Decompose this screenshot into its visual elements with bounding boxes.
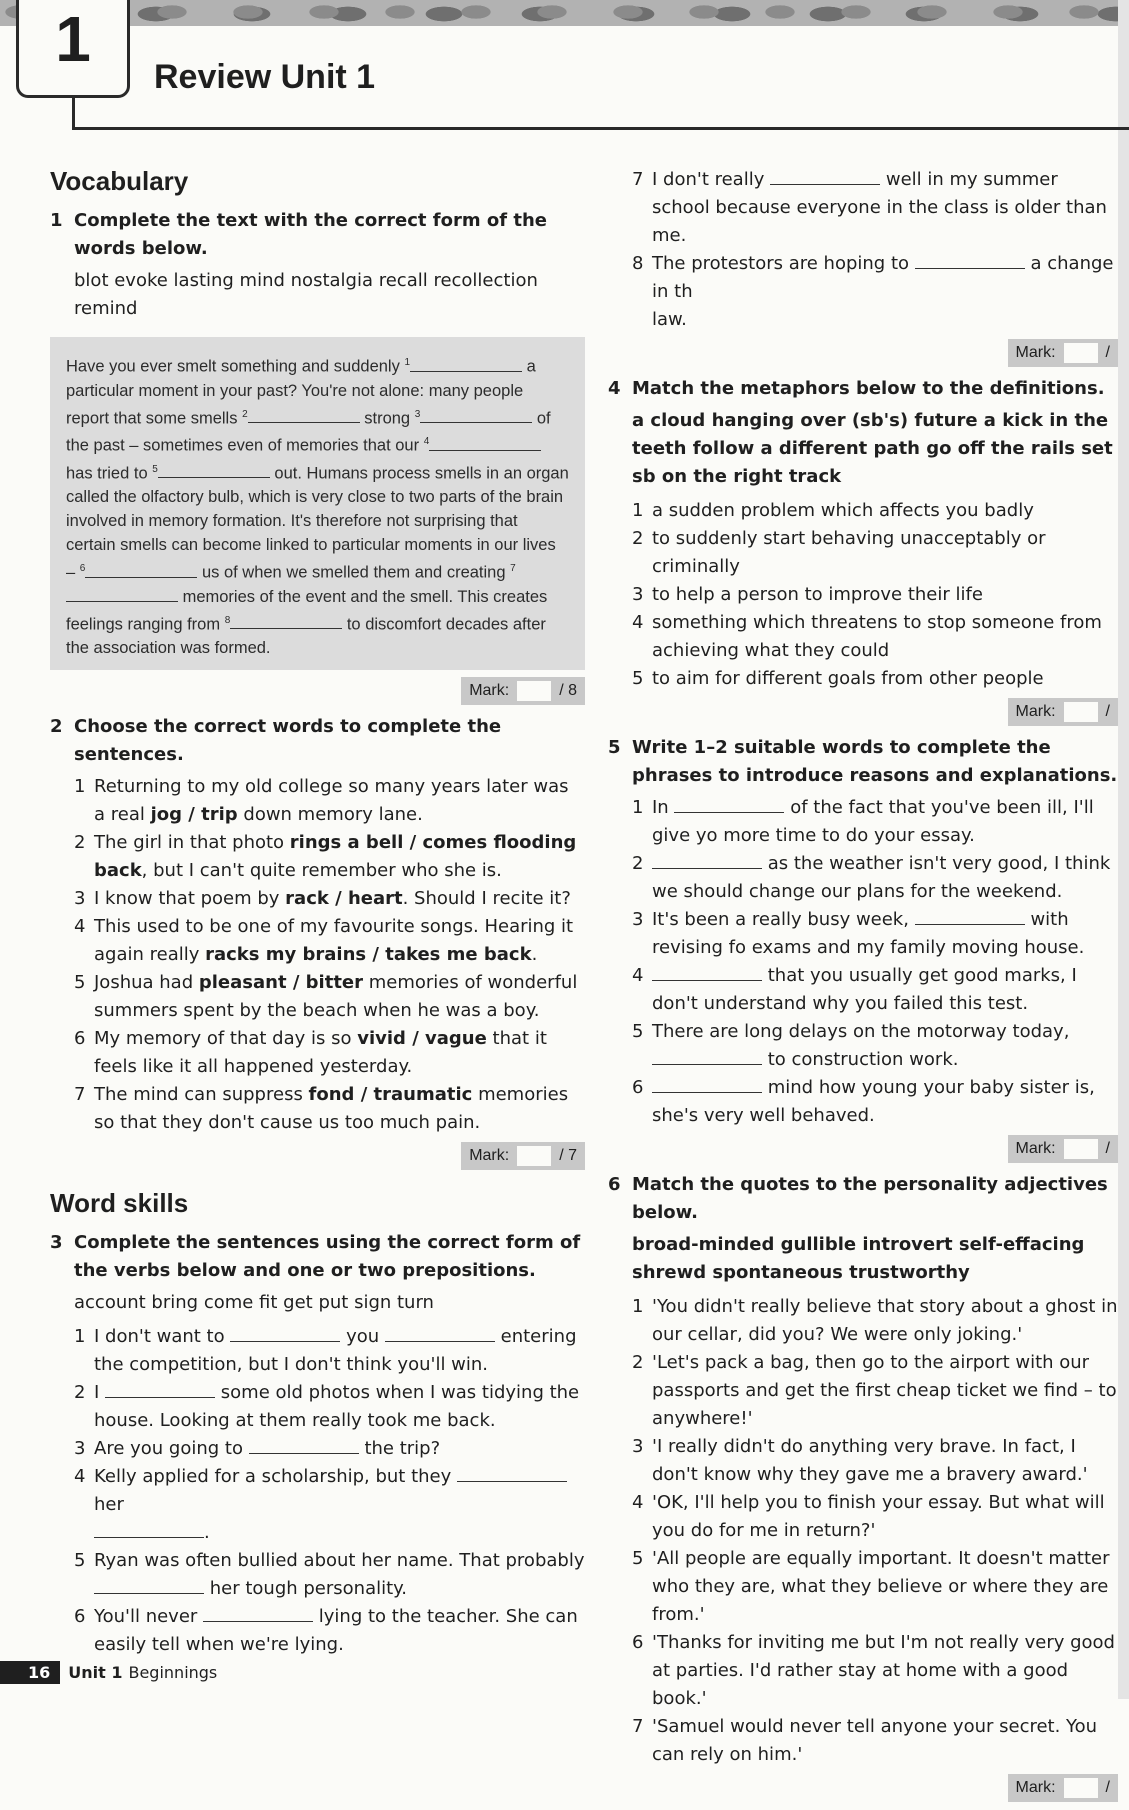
page-edge	[1118, 0, 1129, 1699]
page-title: Review Unit 1	[154, 58, 376, 96]
choice-option[interactable]: rings a bell / comes flooding back	[94, 832, 577, 881]
gap-4[interactable]	[429, 434, 541, 451]
task-4-list	[632, 497, 1118, 693]
gap-1[interactable]	[410, 355, 522, 372]
list-item: 2 I some old photos when I was tidying the house. Looking at them really took me back.	[74, 1379, 585, 1435]
list-item: 1 'You didn't really believe that story about a ghost in our cellar, did you? We were only joking.'	[632, 1296, 1118, 1345]
list-item: 6 'Thanks for inviting me but I'm not really very good at parties. I'd rather stay at home with a good book.'	[632, 1632, 1115, 1709]
header-rule	[72, 127, 1129, 130]
gap[interactable]	[94, 1575, 204, 1594]
mark-box-4: Mark: /	[1008, 698, 1118, 726]
gap[interactable]	[230, 1323, 340, 1342]
gap[interactable]	[652, 962, 762, 981]
task-3-list	[74, 1323, 585, 1659]
page-number: 16	[0, 1661, 60, 1684]
task-2-instruction: 2 Choose the correct words to complete the sentences.	[50, 716, 502, 765]
gap[interactable]	[770, 166, 880, 185]
list-item: 3 It's been a really busy week, with revising fo exams and my family moving house.	[632, 906, 1118, 962]
choice-option[interactable]: vivid / vague	[357, 1028, 487, 1049]
list-item: 4 This used to be one of my favourite songs. Hearing it again really racks my brains / takes me back.	[74, 916, 574, 965]
right-column	[608, 166, 1118, 1810]
mark-input-6[interactable]	[1064, 1778, 1098, 1798]
gap[interactable]	[674, 794, 784, 813]
task-1-text-box: Have you ever smelt something and suddenly $^1$ a particular moment in your past? You're not alone: many people report that some smells $^2$ strong $^3$ of the past – sometimes even of memories that our $^4$ has tried to $^5$ out. Humans process smells in an organ called the olfactory bulb, which is very close to two parts of the brain involved in memory formation. It's therefore not surprising that certain smells can become linked to particular moments in our lives – $^6$ us of when we smelled them and creating $^7$ memories of the event and the smell. This creates feelings ranging from $^8$ to discomfort decades after the association was formed.	[50, 337, 585, 670]
list-item: 7 I don't really well in my summer school because everyone in the class is older than me.	[632, 166, 1118, 250]
mark-input-5[interactable]	[1064, 1139, 1098, 1159]
task-3-word-list: account bring come fit get put sign turn	[74, 1292, 434, 1313]
gap[interactable]	[915, 250, 1025, 269]
list-item: 1 Returning to my old college so many years later was a real jog / trip down memory lane.	[74, 776, 569, 825]
list-item: 3 to help a person to improve their life	[632, 584, 983, 605]
mark-box-5: Mark: /	[1008, 1135, 1118, 1163]
left-column	[50, 166, 585, 1659]
gap[interactable]	[203, 1603, 313, 1622]
list-item: 5 'All people are equally important. It doesn't matter who they are, what they believe or where they are from.'	[632, 1548, 1110, 1625]
task-4-instruction: 4 Match the metaphors below to the definitions.	[608, 378, 1105, 399]
choice-option[interactable]: fond / traumatic	[308, 1084, 473, 1105]
list-item: 5 Ryan was often bullied about her name. That probably her tough personality.	[74, 1550, 585, 1599]
gap[interactable]	[652, 1074, 762, 1093]
gap-6[interactable]	[85, 561, 197, 578]
footer-unit-name: Beginnings	[128, 1662, 218, 1682]
gap[interactable]	[915, 906, 1025, 925]
task-2-list	[74, 773, 585, 1137]
gap[interactable]	[652, 850, 762, 869]
task-1-instruction: 1 Complete the text with the correct form of the words below.	[50, 210, 547, 259]
list-item: 2 The girl in that photo rings a bell / comes flooding back, but I can't quite remember who she is.	[74, 832, 577, 881]
list-item: 3 Are you going to the trip?	[74, 1435, 585, 1463]
task-6-instruction: 6 Match the quotes to the personality adjectives below.	[608, 1174, 1108, 1223]
list-item: 5 Joshua had pleasant / bitter memories of wonderful summers spent by the beach when he was a boy.	[74, 972, 578, 1021]
list-item: 2 'Let's pack a bag, then go to the airport with our passports and get the first cheap ticket we find – to anywhere!'	[632, 1352, 1117, 1429]
list-item: 6 mind how young your baby sister is, she's very well behaved.	[632, 1074, 1118, 1130]
gap[interactable]	[652, 1046, 762, 1065]
choice-option[interactable]: pleasant / bitter	[198, 972, 364, 993]
gap[interactable]	[249, 1435, 359, 1454]
task-6-word-list: broad-minded gullible introvert self-effacing shrewd spontaneous trustworthy	[632, 1234, 1085, 1283]
section-heading-word-skills: Word skills	[50, 1188, 189, 1218]
mark-box-6: Mark: /	[1008, 1774, 1118, 1802]
task-4-word-list: a cloud hanging over (sb's) future a kick in the teeth follow a different path go off the rails set sb on the right track	[632, 410, 1113, 487]
mark-input-2[interactable]	[517, 1146, 551, 1166]
mark-box-1: Mark: / 8	[461, 677, 585, 705]
list-item: 5 to aim for different goals from other people	[632, 668, 1044, 689]
list-item: 2 to suddenly start behaving unacceptably or criminally	[632, 528, 1046, 577]
list-item: 4 'OK, I'll help you to finish your essay. But what will you do for me in return?'	[632, 1492, 1105, 1541]
decorative-banner	[0, 0, 1129, 26]
choice-option[interactable]: rack / heart	[285, 888, 403, 909]
mark-box-2: Mark: / 7	[461, 1142, 585, 1170]
gap-8[interactable]	[230, 612, 342, 629]
gap[interactable]	[105, 1379, 215, 1398]
task-5-instruction: 5 Write 1–2 suitable words to complete the phrases to introduce reasons and explanations.	[608, 737, 1118, 786]
list-item: 7 'Samuel would never tell anyone your secret. You can rely on him.'	[632, 1716, 1098, 1765]
list-item: 6 My memory of that day is so vivid / vague that it feels like it all happened yesterday.	[74, 1028, 547, 1077]
task-6-list	[632, 1293, 1118, 1769]
mark-input-4[interactable]	[1064, 702, 1098, 722]
gap-7[interactable]	[66, 585, 178, 602]
task-5-list	[632, 794, 1118, 1130]
list-item: 4 that you usually get good marks, I don't understand why you failed this test.	[632, 962, 1118, 1018]
list-item: 3 'I really didn't do anything very brave. In fact, I don't know why they gave me a bravery award.'	[632, 1436, 1088, 1485]
list-item: 1 a sudden problem which affects you badly	[632, 500, 1034, 521]
gap[interactable]	[385, 1323, 495, 1342]
list-item: 7 The mind can suppress fond / traumatic memories so that they don't cause us too much pain.	[74, 1084, 569, 1133]
section-heading-vocabulary: Vocabulary	[50, 166, 189, 196]
task-1-word-list: blot evoke lasting mind nostalgia recall recollection remind	[74, 270, 538, 319]
gap-2[interactable]	[248, 406, 360, 423]
list-item: 4 Kelly applied for a scholarship, but they her .	[74, 1463, 585, 1547]
task-3-instruction: 3 Complete the sentences using the correct form of the verbs below and one or two prepositions.	[50, 1232, 581, 1281]
mark-input-1[interactable]	[517, 681, 551, 701]
unit-number-box	[16, 0, 130, 98]
list-item: 3 I know that poem by rack / heart. Should I recite it?	[74, 888, 571, 909]
list-item: 2 as the weather isn't very good, I think we should change our plans for the weekend.	[632, 850, 1118, 906]
list-item: 1 I don't want to you entering the competition, but I don't think you'll win.	[74, 1323, 585, 1379]
gap[interactable]	[94, 1519, 204, 1538]
mark-input-3[interactable]	[1064, 343, 1098, 363]
gap[interactable]	[457, 1463, 567, 1482]
unit-number: 1	[55, 3, 91, 75]
list-item: 5 There are long delays on the motorway today, to construction work.	[632, 1021, 1070, 1070]
choice-option[interactable]: jog / trip	[150, 804, 238, 825]
gap-5[interactable]	[158, 461, 270, 478]
header-rule-vertical	[72, 98, 75, 130]
choice-option[interactable]: racks my brains / takes me back	[205, 944, 532, 965]
footer-unit: Unit 1	[68, 1662, 123, 1682]
list-item: 4 something which threatens to stop someone from achieving what they could	[632, 612, 1102, 661]
task-3-continued	[632, 166, 1118, 334]
list-item: 6 You'll never lying to the teacher. She can easily tell when we're lying.	[74, 1603, 585, 1659]
gap-3[interactable]	[420, 406, 532, 423]
page-footer	[0, 1657, 217, 1687]
list-item: 1 In of the fact that you've been ill, I'll give yo more time to do your essay.	[632, 794, 1118, 850]
list-item: 8 The protestors are hoping to a change in th law.	[632, 250, 1118, 334]
mark-box-3: Mark: /	[1008, 339, 1118, 367]
